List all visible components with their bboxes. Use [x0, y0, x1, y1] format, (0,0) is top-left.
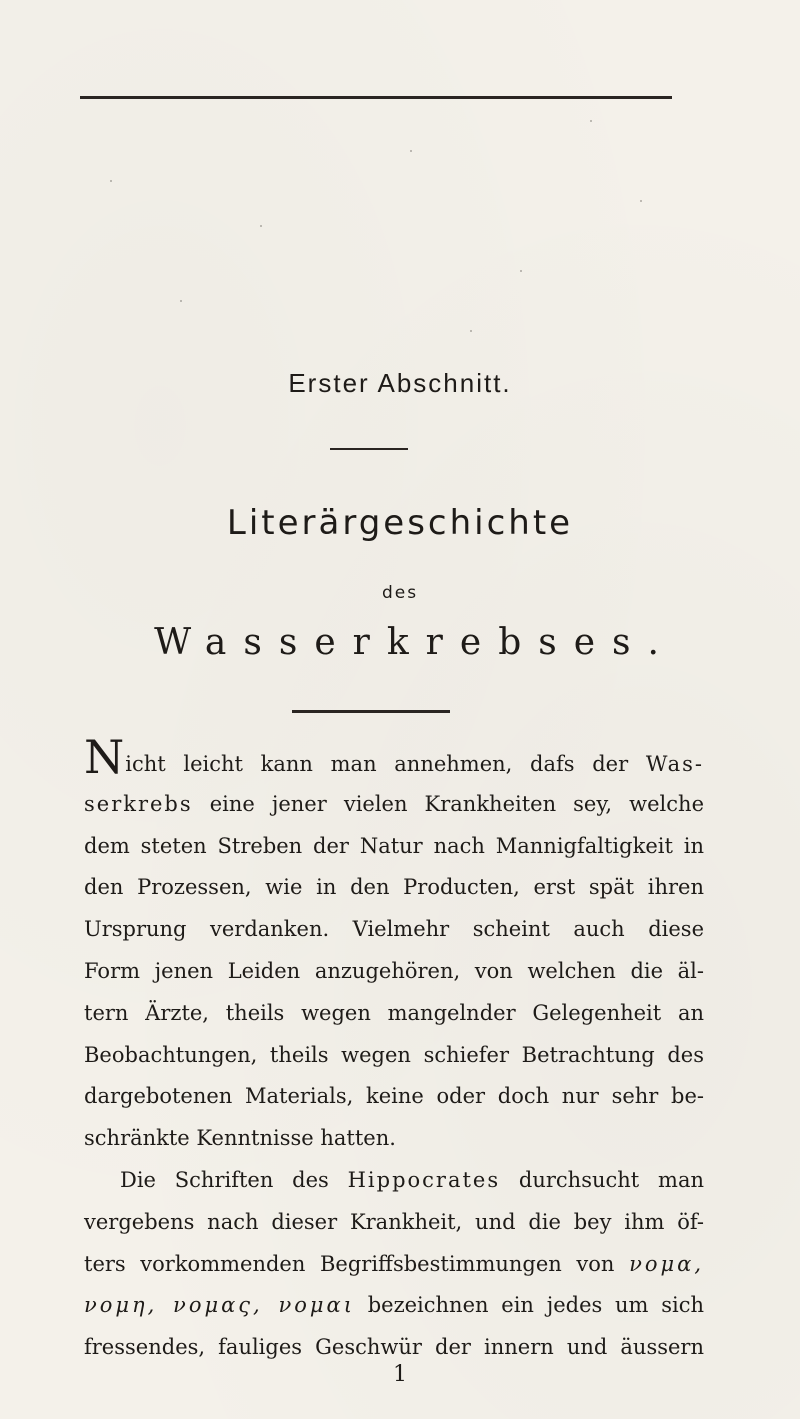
section-divider	[330, 448, 408, 450]
text-span: bezeichnen ein jedes um sich	[354, 1293, 704, 1318]
text-line	[84, 1285, 704, 1327]
greek-term: νομη, νομας, νομαι	[84, 1293, 355, 1318]
chapter-subtitle: Wasserkrebses.	[154, 622, 676, 663]
text-span: durchsucht man	[500, 1167, 704, 1192]
top-rule	[80, 96, 672, 99]
text-line: Ursprung verdanken. Vielmehr scheint auch diese	[84, 917, 704, 942]
paper-speck	[110, 180, 112, 182]
text-line	[84, 1160, 704, 1202]
paper-speck	[260, 225, 262, 227]
text-line: Form jenen Leiden anzugehören, von welchen die äl-	[84, 958, 704, 983]
text-span: eine jener vielen Krankheiten sey, welche	[192, 791, 704, 816]
paper-speck	[410, 150, 412, 152]
paper-speck	[180, 300, 182, 302]
paper-speck	[520, 270, 522, 272]
paper-speck	[640, 200, 642, 202]
text-line	[84, 730, 704, 784]
paper-speck	[590, 120, 592, 122]
text-span: icht leicht kann man annehmen, dafs der	[125, 752, 646, 776]
text-line: Beobachtungen, theils wegen schiefer Betrachtung des	[84, 1042, 704, 1067]
text-span: ters vorkommenden Begriffsbestimmungen von	[84, 1251, 630, 1276]
text-line: fressendes, fauliges Geschwür der innern und äussern	[84, 1335, 704, 1360]
body-text	[84, 730, 704, 1369]
text-line	[84, 1244, 704, 1286]
text-line: dargebotenen Materials, keine oder doch nur sehr be-	[84, 1084, 704, 1109]
page-number: 1	[393, 1362, 407, 1387]
drop-cap: N	[84, 730, 125, 784]
section-heading: Erster Abschnitt.	[288, 368, 512, 398]
paper-speck	[470, 330, 472, 332]
text-span: Die Schriften des	[120, 1167, 348, 1192]
text-line: den Prozessen, wie in den Producten, erst spät ihren	[84, 875, 704, 900]
text-line: vergebens nach dieser Krankheit, und die bey ihm öf-	[84, 1209, 704, 1234]
title-connector: des	[381, 583, 419, 603]
greek-term: νομα,	[629, 1251, 704, 1276]
text-line	[84, 784, 704, 826]
emphasized-term: serkrebs	[84, 791, 193, 816]
chapter-title: Literärgeschichte	[226, 503, 574, 543]
text-line: tern Ärzte, theils wegen mangelnder Gelegenheit an	[84, 1000, 704, 1025]
emphasized-name: Hippocrates	[347, 1167, 501, 1192]
text-line: schränkte Kenntnisse hatten.	[84, 1126, 396, 1151]
emphasized-term: Was-	[645, 752, 704, 776]
title-divider	[292, 710, 450, 713]
text-line: dem steten Streben der Natur nach Mannigfaltigkeit in	[84, 833, 704, 858]
